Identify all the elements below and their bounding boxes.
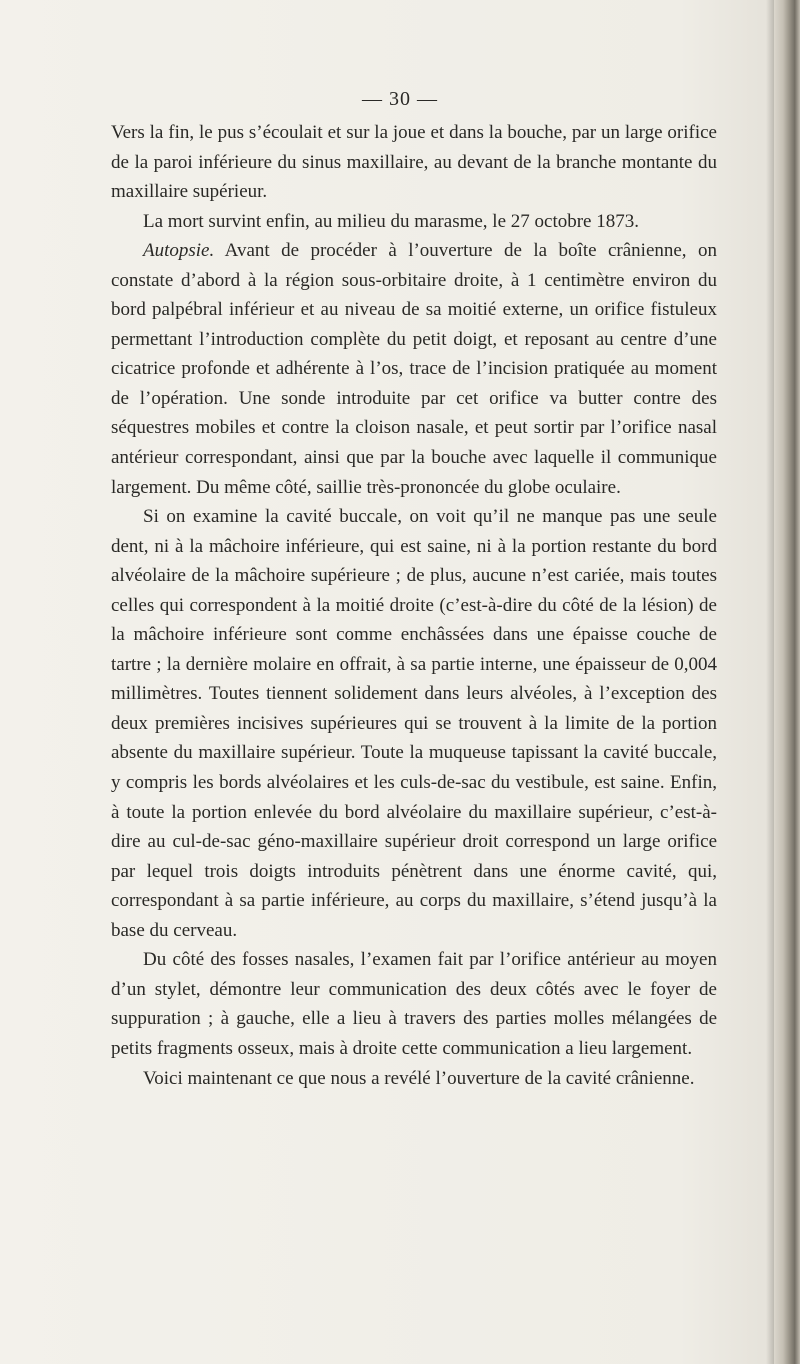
paragraph-cranial-opening: Voici maintenant ce que nous a revélé l’ouverture de la cavité crânienne. [143, 1067, 695, 1089]
paragraph-buccal-cavity: Si on examine la cavité buccale, on voit qu’il ne manque pas une seule dent, ni à la mâchoire inférieure, qui est saine, ni à la portion restante du bord alvéolaire de la mâchoire supérieure ; de plus, aucune n’est cariée, mais toutes celles qui correspondent à la moitié droite (c’est-à-dire du côté de la lésion) de la mâchoire inférieure sont comme enchâssées dans une épaisse couche de tartre ; la dernière molaire en offrait, à sa partie interne, une épaisseur de 0,004 millimètres. Toutes tiennent solidement dans leurs alvéoles, à l’exception des deux premières incisives supérieures qui se trouvent à la limite de la portion absente du maxillaire supérieur. Toute la muqueuse tapissant la cavité buccale, y compris les bords alvéolaires et les culs-de-sac du vestibule, est saine. Enfin, à toute la portion enlevée du bord alvéolaire du maxillaire supérieur, c’est-à-dire au cul-de-sac géno-maxillaire supérieur droit correspond un large orifice par lequel trois doigts introduits pénètrent dans une énorme cavité, qui, correspondant à sa partie inférieure, au corps du maxillaire, s’étend jusqu’à la base du cerveau. [111, 506, 717, 941]
autopsy-heading: Autopsie. [143, 240, 215, 262]
paragraph-autopsy [111, 236, 717, 502]
autopsy-text: Avant de procéder à l’ouverture de la boîte crânienne, on constate d’abord à la région sous-orbitaire droite, à 1 centimètre environ du bord palpébral inférieur et au niveau de sa moitié externe, un orifice fistuleux permettant l’introduction complète du petit doigt, et reposant au centre d’une cicatrice profonde et adhérente à l’os, trace de l’incision pratiquée au moment de l’opération. Une sonde introduite par cet orifice va butter contre des séquestres mobiles et contre la cloison nasale, et peut sortir par l’orifice nasal antérieur correspondant, ainsi que par la bouche avec laquelle il communique largement. Du même côté, saillie très-prononcée du globe oculaire. [111, 240, 717, 498]
page-number: — 30 — [362, 88, 438, 110]
paragraph-death: La mort survint enfin, au milieu du marasme, le 27 octobre 1873. [143, 210, 639, 232]
paragraph-nasal-fossae: Du côté des fosses nasales, l’examen fait par l’orifice antérieur au moyen d’un stylet, démontre leur communication des deux côtés avec le foyer de suppuration ; à gauche, elle a lieu à travers des parties molles mélangées de petits fragments osseux, mais à droite cette communication a lieu largement. [111, 949, 717, 1059]
paragraph-pus: Vers la fin, le pus s’écoulait et sur la joue et dans la bouche, par un large orifice de la paroi inférieure du sinus maxillaire, au devant de la branche montante du maxillaire supérieur. [111, 122, 717, 203]
body-text [111, 118, 717, 1093]
page-gutter-shadow [766, 0, 774, 1364]
page-edge [774, 0, 800, 1364]
